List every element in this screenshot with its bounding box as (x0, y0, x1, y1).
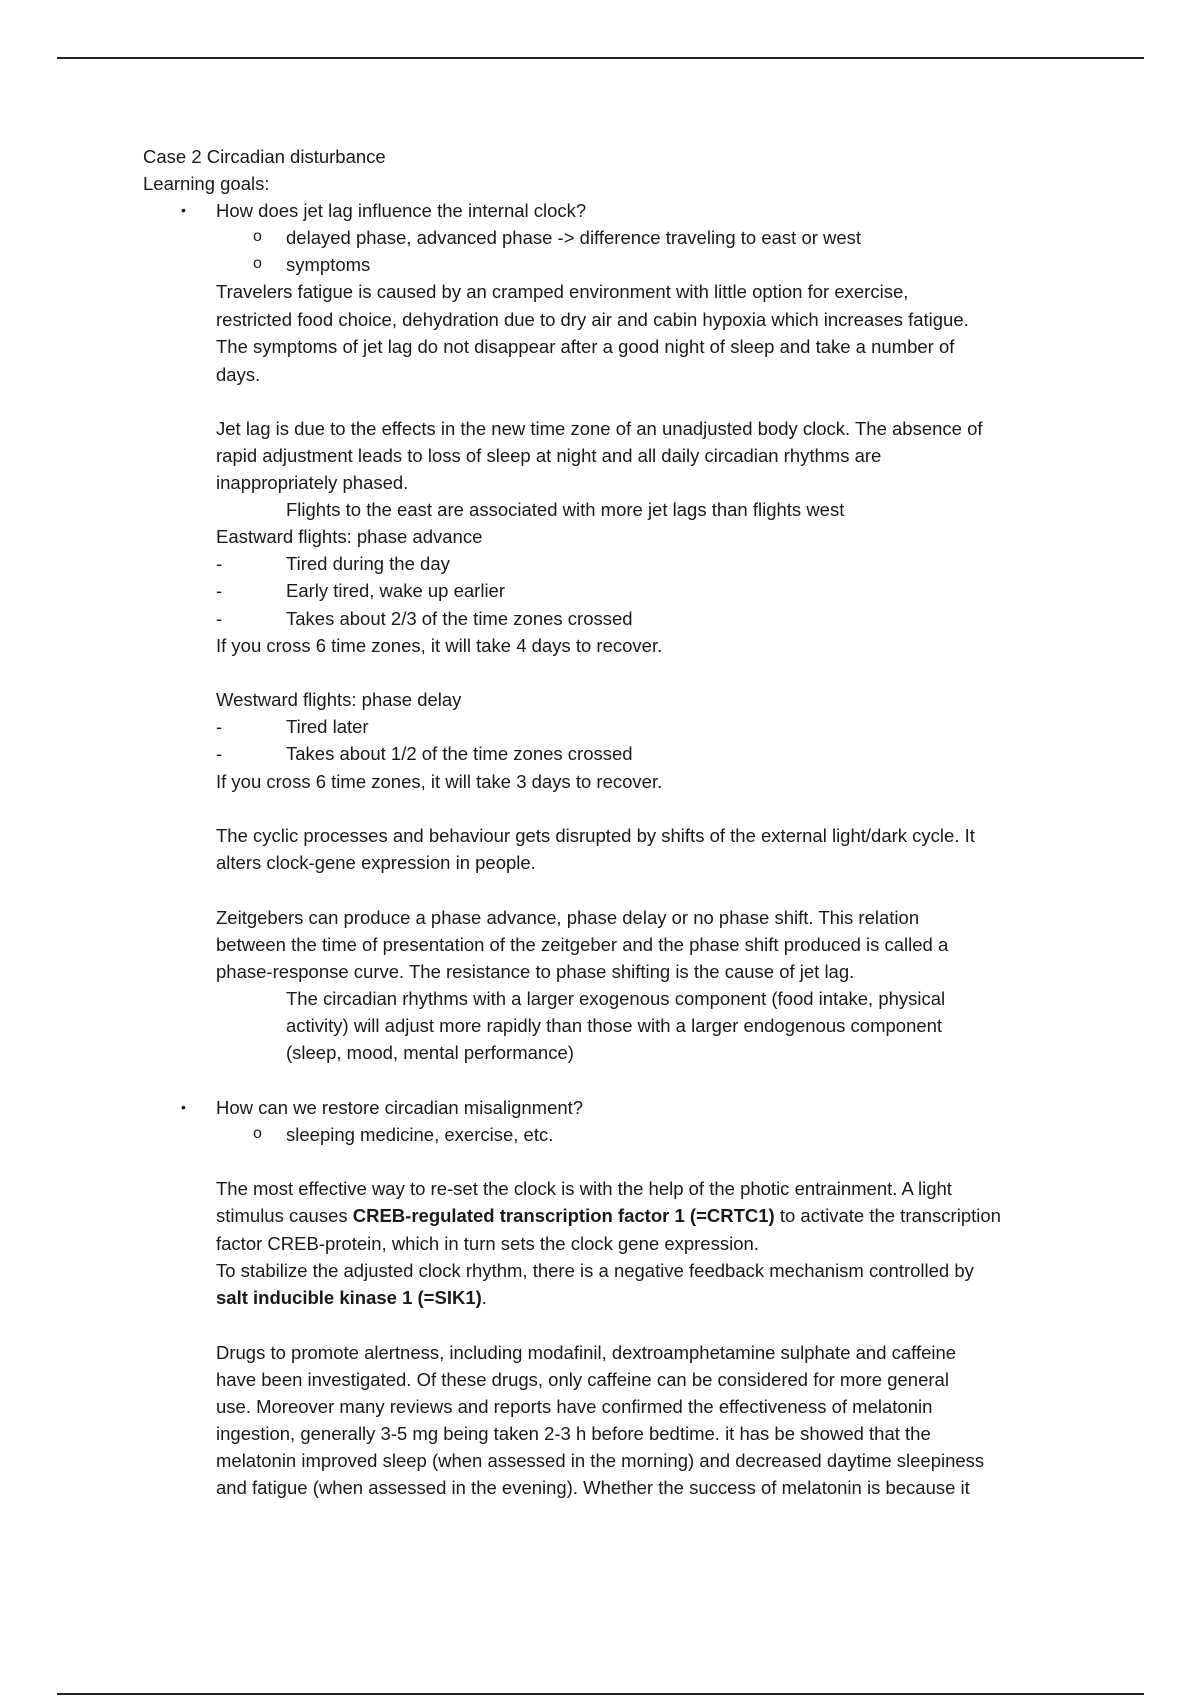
text-run: stimulus causes (216, 1205, 353, 1226)
circle-bullet-icon: o (253, 228, 262, 245)
paragraph-line: The symptoms of jet lag do not disappear after a good night of sleep and take a number of (216, 336, 955, 357)
top-rule (57, 57, 1144, 59)
learning-goals-label: Learning goals: (143, 173, 270, 194)
paragraph-line: The cyclic processes and behaviour gets disrupted by shifts of the external light/dark cycle. It (216, 825, 975, 846)
doc-title: Case 2 Circadian disturbance (143, 146, 386, 167)
bold-term-sik1: salt inducible kinase 1 (=SIK1) (216, 1287, 482, 1308)
paragraph-line: between the time of presentation of the zeitgeber and the phase shift produced is called a (216, 934, 949, 955)
question-2-sub-1: sleeping medicine, exercise, etc. (286, 1124, 554, 1145)
paragraph-line: To stabilize the adjusted clock rhythm, there is a negative feedback mechanism controlled by (216, 1260, 974, 1281)
dash-bullet-icon: - (216, 608, 223, 629)
question-1-sub-1: delayed phase, advanced phase -> difference traveling to east or west (286, 227, 862, 248)
paragraph-line: Jet lag is due to the effects in the new time zone of an unadjusted body clock. The absence of (216, 418, 983, 439)
dash-bullet-icon: - (216, 743, 223, 764)
text-run: to activate the transcription (774, 1205, 1001, 1226)
question-1-sub-2: symptoms (286, 254, 371, 275)
westward-heading: Westward flights: phase delay (216, 689, 462, 710)
paragraph-line: use. Moreover many reviews and reports have confirmed the effectiveness of melatonin (216, 1396, 933, 1417)
eastward-note: If you cross 6 time zones, it will take 4 days to recover. (216, 635, 663, 656)
dash-bullet-icon: - (216, 580, 223, 601)
paragraph-line: Zeitgebers can produce a phase advance, phase delay or no phase shift. This relation (216, 907, 920, 928)
paragraph-line: melatonin improved sleep (when assessed in the morning) and decreased daytime sleepiness (216, 1450, 985, 1471)
dash-bullet-icon: - (216, 716, 223, 737)
indented-line: (sleep, mood, mental performance) (286, 1042, 574, 1063)
circle-bullet-icon: o (253, 1125, 262, 1142)
paragraph-line: alters clock-gene expression in people. (216, 852, 536, 873)
paragraph-line: Travelers fatigue is caused by an cramped environment with little option for exercise, (216, 281, 909, 302)
circle-bullet-icon: o (253, 255, 262, 272)
question-2: How can we restore circadian misalignment? (216, 1097, 584, 1118)
paragraph-line (216, 1284, 487, 1311)
paragraph-line: phase-response curve. The resistance to phase shifting is the cause of jet lag. (216, 961, 855, 982)
list-item: Takes about 2/3 of the time zones crossed (286, 608, 633, 629)
paragraph-line: days. (216, 364, 261, 385)
paragraph-line: factor CREB-protein, which in turn sets the clock gene expression. (216, 1233, 759, 1254)
bottom-rule (57, 1693, 1144, 1695)
dash-bullet-icon: - (216, 553, 223, 574)
question-1: How does jet lag influence the internal clock? (216, 200, 587, 221)
bold-term-crtc1: CREB-regulated transcription factor 1 (=CRTC1) (352, 1205, 775, 1226)
list-item: Tired during the day (286, 553, 450, 574)
paragraph-line: rapid adjustment leads to loss of sleep at night and all daily circadian rhythms are (216, 445, 882, 466)
paragraph-line: Drugs to promote alertness, including modafinil, dextroamphetamine sulphate and caffeine (216, 1342, 957, 1363)
list-item: Tired later (286, 716, 369, 737)
bullet-icon: • (181, 1099, 186, 1115)
paragraph-line: The most effective way to re-set the clock is with the help of the photic entrainment. A light (216, 1178, 952, 1199)
text-run: . (481, 1287, 487, 1308)
paragraph-line: inappropriately phased. (216, 472, 409, 493)
list-item: Early tired, wake up earlier (286, 580, 506, 601)
bullet-icon: • (181, 202, 186, 218)
paragraph-line: have been investigated. Of these drugs, only caffeine can be considered for more general (216, 1369, 949, 1390)
paragraph-line: restricted food choice, dehydration due to dry air and cabin hypoxia which increases fatigue. (216, 309, 969, 330)
paragraph-line: ingestion, generally 3-5 mg being taken 2-3 h before bedtime. it has be showed that the (216, 1423, 931, 1444)
indented-line: activity) will adjust more rapidly than those with a larger endogenous component (286, 1015, 943, 1036)
list-item: Takes about 1/2 of the time zones crossed (286, 743, 633, 764)
westward-note: If you cross 6 time zones, it will take 3 days to recover. (216, 771, 663, 792)
indented-line: Flights to the east are associated with more jet lags than flights west (286, 499, 845, 520)
paragraph-line (216, 1202, 1001, 1229)
eastward-heading: Eastward flights: phase advance (216, 526, 483, 547)
indented-line: The circadian rhythms with a larger exogenous component (food intake, physical (286, 988, 946, 1009)
paragraph-line: and fatigue (when assessed in the evening). Whether the success of melatonin is because it (216, 1477, 970, 1498)
